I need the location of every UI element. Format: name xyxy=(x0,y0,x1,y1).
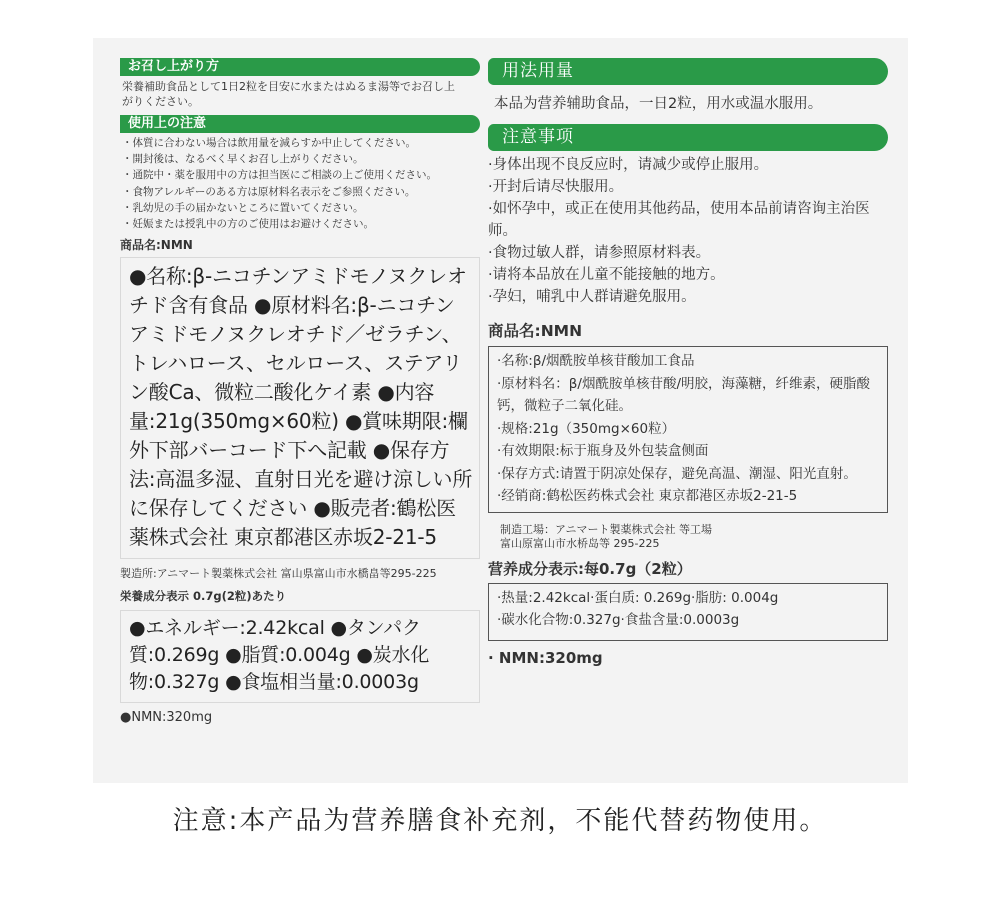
product-name-cn: 商品名:NMN xyxy=(488,322,583,340)
usage-header-cn: 用法用量 xyxy=(488,58,888,85)
nutrition-title-cn: 营养成分表示:每0.7g（2粒） xyxy=(488,559,692,578)
list-item: ·孕妇，哺乳中人群请避免服用。 xyxy=(488,289,696,305)
list-item: ・食物アレルギーのある方は原材料名表示をご参照ください。 xyxy=(122,185,416,198)
list-item: ·保存方式:请置于阴凉处保存，避免高温、潮湿、阳光直射。 xyxy=(497,465,857,482)
manufacturer-jp: 製造所:アニマート製薬株式会社 富山県富山市水橋畠等295-225 xyxy=(120,566,437,580)
product-name-jp: 商品名:NMN xyxy=(120,238,193,253)
nutrition-box-jp xyxy=(120,610,480,703)
nutrition-box-cn: ·热量:2.42kcal·蛋白质: 0.269g·脂肪: 0.004g ·碳水化合物:0.327g·食盐含量:0.0003g xyxy=(488,583,888,641)
nmn-jp: ●NMN:320mg xyxy=(120,709,213,725)
nutrition-title-jp: 栄養成分表示 0.7g(2粒)あたり xyxy=(120,589,287,604)
product-detail-box-jp xyxy=(120,257,480,559)
footer-note: 注意:本产品为营养膳食补充剂，不能代替药物使用。 xyxy=(172,806,828,836)
list-item: ·名称:β/烟酰胺单核苷酸加工食品 xyxy=(497,353,695,369)
list-item: ·原材料名：β/烟酰胺单核苷酸/明胶，海藻糖，纤维素，硬脂酸钙，微粒子二氧化硅。 xyxy=(497,375,871,414)
list-item: ·身体出现不良反应时，请减少或停止服用。 xyxy=(488,157,769,173)
list-item: ·食物过敏人群，请参照原材料表。 xyxy=(488,245,711,261)
caution-list-cn xyxy=(488,154,888,308)
list-item: ・開封後は、なるべく早くお召し上がりください。 xyxy=(122,153,364,166)
list-item: ・妊娠または授乳中の方のご使用はお避けください。 xyxy=(122,218,374,231)
usage-text-jp: 栄養補助食品として1日2粒を目安に水またはぬるま湯等でお召し上がりください。 xyxy=(122,80,455,108)
list-item: ·有效期限:标于瓶身及外包装盒侧面 xyxy=(497,443,709,459)
list-item: ·开封后请尽快服用。 xyxy=(488,179,624,195)
list-item: ·请将本品放在儿童不能接触的地方。 xyxy=(488,267,725,283)
list-item: ·如怀孕中，或正在使用其他药品，使用本品前请咨询主治医师。 xyxy=(488,201,870,239)
caution-list-jp xyxy=(120,135,480,232)
product-detail-box-cn xyxy=(488,346,888,513)
list-item: ·经销商:鹤松医药株式会社 東京都港区赤坂2-21-5 xyxy=(497,488,798,504)
caution-header-jp: 使用上の注意 xyxy=(120,115,480,133)
manufacturer-cn: 制造工場：アニマート製薬株式会社 等工場 富山原富山市水桥岛等 295-225 xyxy=(500,522,712,550)
usage-text-cn: 本品为营养辅助食品，一日2粒，用水或温水服用。 xyxy=(494,96,823,112)
nmn-cn: · NMN:320mg xyxy=(488,648,603,667)
list-item: ・体質に合わない場合は飲用量を減らすか中止してください。 xyxy=(122,137,416,149)
list-item: ・通院中・薬を服用中の方は担当医にご相談の上ご使用ください。 xyxy=(122,169,437,182)
usage-header-jp: お召し上がり方 xyxy=(120,58,480,76)
product-detail-jp: ●名称:β-ニコチンアミドモノヌクレオチド含有食品 ●原材料名:β-ニコチンアミドモノヌクレオチド／ゼラチン、トレハロース、セルロース、ステアリン酸Ca、微粒二酸化ケイ素 ●内容量:21g(350mg×60粒) ●賞味期限:欄外下部バーコード下へ記載 ●保存方法:高温多湿、直射日光を避け涼しい所に保存してください ●販売者:鶴松医薬株式会社 東京都港区赤坂2-21-5 xyxy=(129,263,473,549)
caution-header-cn: 注意事项 xyxy=(488,124,888,151)
nutrition-detail-jp: ●エネルギー:2.42kcal ●タンパク質:0.269g ●脂質:0.004g ●炭水化物:0.327g ●食塩相当量:0.0003g xyxy=(129,616,430,693)
japanese-column xyxy=(120,58,480,725)
list-item: ·规格:21g（350mg×60粒） xyxy=(497,420,676,437)
chinese-column xyxy=(488,58,888,669)
list-item: ・乳幼児の手の届かないところに置いてください。 xyxy=(122,201,364,214)
